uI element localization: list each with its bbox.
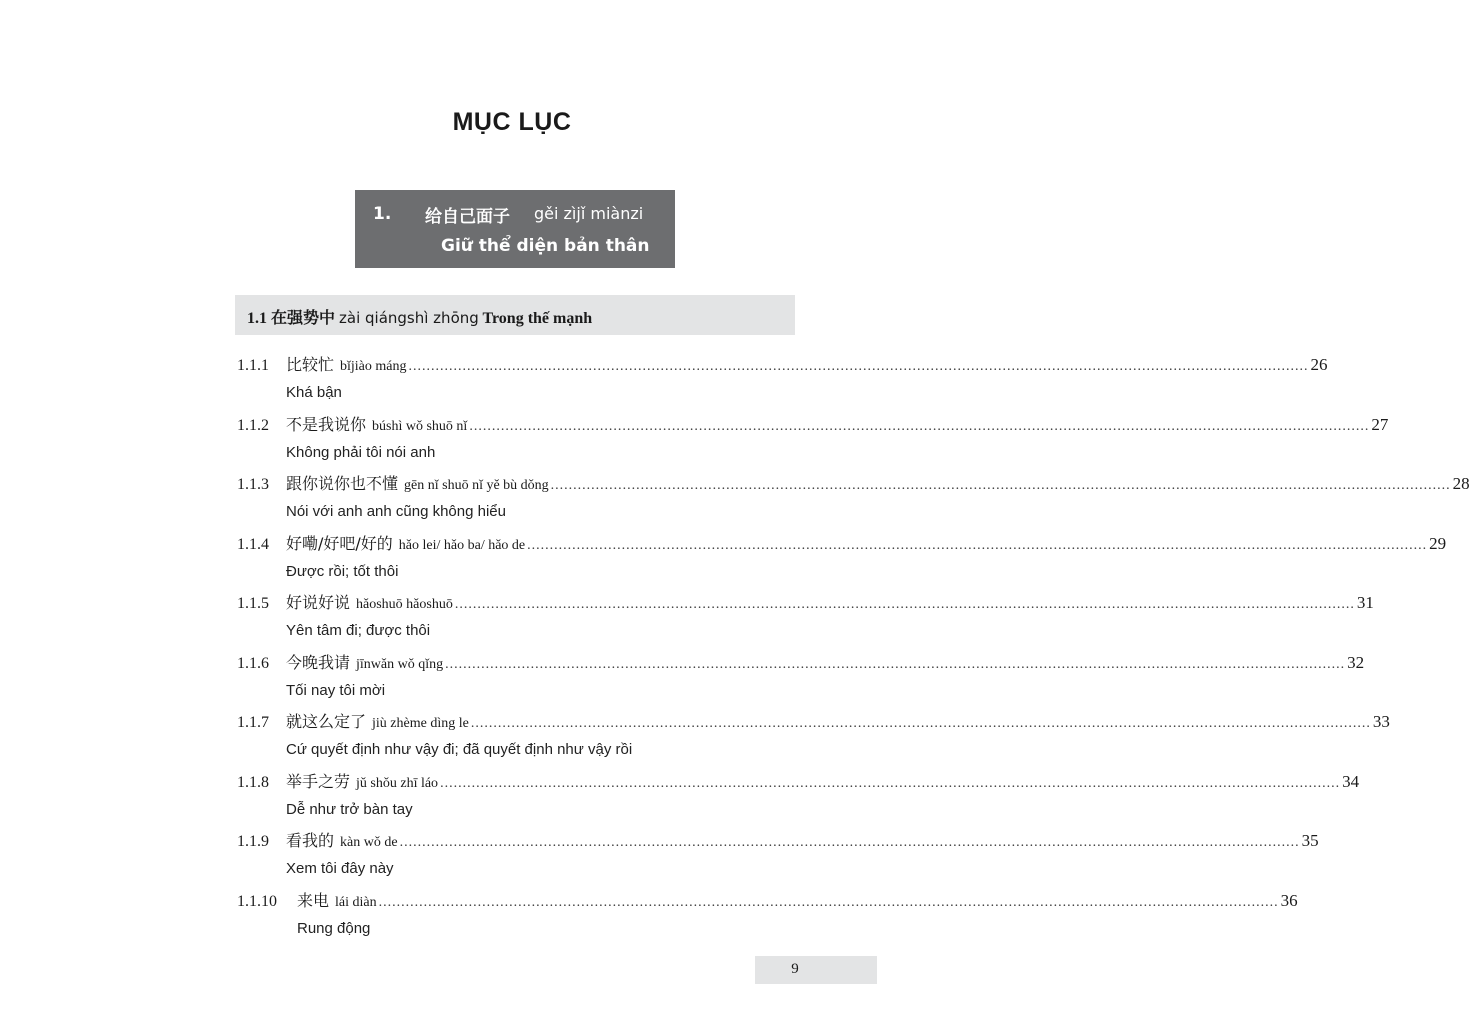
entry-page: 28 xyxy=(1452,474,1470,493)
entry-pinyin: jiù zhème dìng le xyxy=(372,716,469,731)
dot-leader: ........................................................................................................................................................................................................ xyxy=(408,359,1309,374)
entry-vietnamese: Rung động xyxy=(297,919,371,937)
entry-pinyin: jǔ shǒu zhī láo xyxy=(356,775,439,791)
entry-vietnamese: Khá bận xyxy=(286,384,342,401)
entry-pinyin: búshì wǒ shuō nǐ xyxy=(372,418,468,434)
chapter-number: 1. xyxy=(373,204,392,224)
entry-chinese: 就这么定了 xyxy=(286,712,367,731)
page-number-box xyxy=(755,956,877,984)
dot-leader: ........................................................................................................................................................................................................ xyxy=(470,716,1371,731)
entry-chinese: 跟你说你也不懂 xyxy=(286,474,399,493)
section-number: 1.1 xyxy=(247,310,267,327)
entry-number: 1.1.7 xyxy=(237,714,269,731)
entry-vietnamese: Cứ quyết định như vậy đi; đã quyết định như vậy rồi xyxy=(286,741,633,758)
entry-page: 31 xyxy=(1356,593,1374,612)
dot-leader: ........................................................................................................................................................................................................ xyxy=(527,537,1428,553)
entry-vietnamese: Xem tôi đây này xyxy=(286,860,394,877)
toc-entry[interactable] xyxy=(237,352,1328,412)
section-chinese: 在强势中 xyxy=(271,308,336,327)
entry-page: 34 xyxy=(1342,771,1360,791)
entry-vietnamese: Dễ như trở bàn tay xyxy=(286,800,413,818)
entry-chinese: 比较忙 xyxy=(286,355,335,374)
section-vietnamese: Trong thế mạnh xyxy=(482,310,593,327)
toc-entry[interactable] xyxy=(237,650,1365,710)
dot-leader: ........................................................................................................................................................................................................ xyxy=(454,597,1355,612)
chapter-pinyin: gěi zìjǐ miànzi xyxy=(534,204,644,223)
chapter-chinese: 给自己面子 xyxy=(425,207,510,227)
entry-page: 26 xyxy=(1310,355,1328,374)
entry-page: 36 xyxy=(1280,890,1298,910)
entry-page: 29 xyxy=(1429,533,1447,553)
entry-vietnamese: Tối nay tôi mời xyxy=(286,681,386,699)
toc-entry[interactable] xyxy=(237,828,1319,888)
toc-entry[interactable] xyxy=(237,888,1298,948)
entry-pinyin: lái diàn xyxy=(335,894,377,910)
dot-leader: ........................................................................................................................................................................................................ xyxy=(378,894,1279,910)
section-pinyin: zài qiángshì zhōng xyxy=(339,309,479,327)
entry-chinese: 不是我说你 xyxy=(286,414,367,434)
toc-list xyxy=(237,352,1470,947)
entry-number: 1.1.3 xyxy=(237,476,269,493)
toc-entry[interactable] xyxy=(237,590,1374,650)
entry-pinyin: jīnwǎn wǒ qǐng xyxy=(356,656,444,672)
entry-pinyin: kàn wǒ de xyxy=(340,835,398,850)
entry-chinese: 看我的 xyxy=(286,831,335,850)
dot-leader: ........................................................................................................................................................................................................ xyxy=(399,835,1300,850)
entry-number: 1.1.5 xyxy=(237,595,269,612)
entry-vietnamese: Không phải tôi nói anh xyxy=(286,443,436,461)
entry-number: 1.1.4 xyxy=(237,535,269,553)
entry-chinese: 举手之劳 xyxy=(286,771,351,791)
entry-number: 1.1.8 xyxy=(237,773,269,791)
entry-pinyin: gēn nǐ shuō nǐ yě bù dǒng xyxy=(404,478,549,493)
entry-vietnamese: Yên tâm đi; được thôi xyxy=(286,622,431,639)
entry-page: 32 xyxy=(1347,652,1365,672)
entry-chinese: 今晚我请 xyxy=(286,652,351,672)
entry-vietnamese: Nói với anh anh cũng không hiểu xyxy=(286,503,506,520)
page-number: 9 xyxy=(791,961,799,977)
toc-entry[interactable] xyxy=(237,769,1360,829)
toc-entry[interactable] xyxy=(237,412,1389,472)
entry-chinese: 来电 xyxy=(297,890,330,910)
entry-pinyin: bǐjiào máng xyxy=(340,359,407,374)
entry-page: 27 xyxy=(1371,414,1389,434)
section-heading xyxy=(235,295,795,335)
entry-number: 1.1.6 xyxy=(237,654,269,672)
dot-leader: ........................................................................................................................................................................................................ xyxy=(445,656,1346,672)
dot-leader: ........................................................................................................................................................................................................ xyxy=(550,478,1451,493)
dot-leader: ........................................................................................................................................................................................................ xyxy=(440,775,1341,791)
entry-pinyin: hǎoshuō hǎoshuō xyxy=(356,597,453,612)
page-title: MỤC LỤC xyxy=(452,108,572,136)
toc-entry[interactable] xyxy=(237,531,1447,591)
entry-pinyin: hǎo lei/ hǎo ba/ hǎo de xyxy=(398,537,526,553)
chapter-heading xyxy=(355,190,675,268)
entry-page: 33 xyxy=(1372,712,1390,731)
entry-vietnamese: Được rồi; tốt thôi xyxy=(286,562,399,580)
chapter-vietnamese: Giữ thể diện bản thân xyxy=(441,236,650,256)
entry-number: 1.1.2 xyxy=(237,416,269,434)
toc-entry[interactable] xyxy=(237,471,1470,531)
entry-chinese: 好嘞/好吧/好的 xyxy=(286,533,393,553)
entry-number: 1.1.10 xyxy=(237,892,277,910)
entry-number: 1.1.9 xyxy=(237,833,269,850)
entry-page: 35 xyxy=(1301,831,1319,850)
toc-entry[interactable] xyxy=(237,709,1390,769)
entry-number: 1.1.1 xyxy=(237,357,269,374)
entry-chinese: 好说好说 xyxy=(286,593,351,612)
dot-leader: ........................................................................................................................................................................................................ xyxy=(469,418,1370,434)
